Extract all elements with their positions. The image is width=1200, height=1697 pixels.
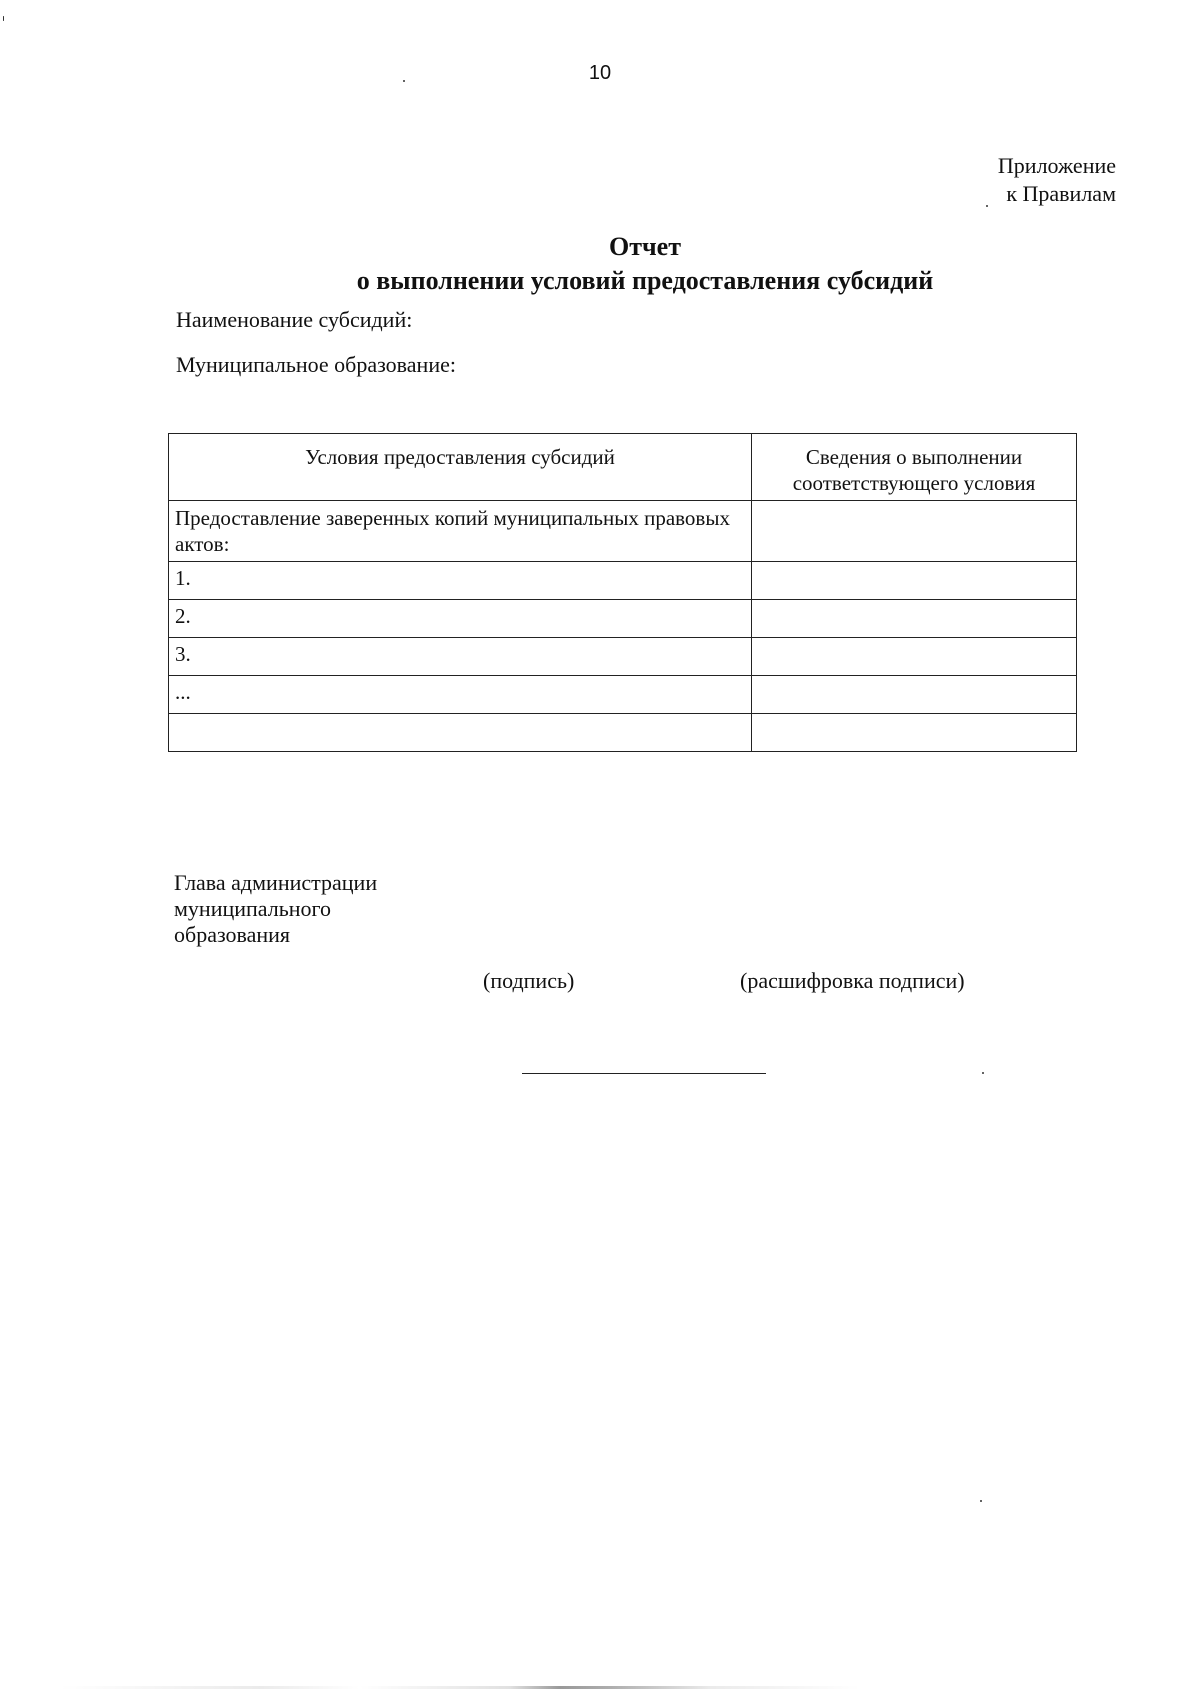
appendix-line-2: к Правилам bbox=[1006, 181, 1116, 206]
fulfillment-cell[interactable] bbox=[752, 600, 1077, 638]
scan-speck bbox=[980, 1500, 982, 1502]
fulfillment-cell[interactable] bbox=[752, 638, 1077, 676]
appendix-note bbox=[998, 152, 1116, 208]
title-line-2: о выполнении условий предоставления субсидий bbox=[356, 266, 934, 295]
header-fulfillment: Сведения о выполнении соответствующего условия bbox=[752, 434, 1077, 501]
table-row bbox=[169, 638, 1077, 676]
scan-speck bbox=[403, 80, 405, 82]
conditions-table bbox=[168, 433, 1077, 752]
role-line-1: Глава администрации bbox=[174, 870, 378, 895]
table-header-row bbox=[169, 434, 1077, 501]
signatory-role bbox=[174, 870, 377, 948]
condition-cell: ... bbox=[169, 676, 752, 714]
condition-cell: 2. bbox=[169, 600, 752, 638]
title-line-1: Отчет bbox=[609, 232, 681, 261]
fulfillment-cell[interactable] bbox=[752, 562, 1077, 600]
table-row bbox=[169, 562, 1077, 600]
scan-speck bbox=[982, 1072, 984, 1074]
scan-speck bbox=[3, 16, 4, 21]
signature-decode-label: (расшифровка подписи) bbox=[740, 968, 965, 993]
condition-cell bbox=[169, 714, 752, 752]
table-row bbox=[169, 676, 1077, 714]
role-line-2: муниципального bbox=[174, 896, 332, 921]
scan-speck bbox=[986, 205, 988, 207]
document-title bbox=[0, 230, 1200, 298]
municipality-label: Муниципальное образование: bbox=[176, 352, 456, 377]
header-conditions: Условия предоставления субсидий bbox=[169, 434, 752, 501]
subsidy-name-label: Наименование субсидий: bbox=[176, 307, 413, 332]
table-row bbox=[169, 600, 1077, 638]
appendix-line-1: Приложение bbox=[997, 153, 1116, 178]
fulfillment-cell[interactable] bbox=[752, 501, 1077, 562]
condition-cell: Предоставление заверенных копий муниципальных правовых актов: bbox=[169, 501, 752, 562]
condition-cell: 1. bbox=[169, 562, 752, 600]
page-number: 10 bbox=[588, 62, 612, 84]
role-line-3: образования bbox=[174, 922, 291, 947]
table-row bbox=[169, 714, 1077, 752]
end-divider-line bbox=[522, 1073, 766, 1074]
condition-cell: 3. bbox=[169, 638, 752, 676]
scan-edge-artifact bbox=[60, 1686, 1060, 1689]
table-row bbox=[169, 501, 1077, 562]
fulfillment-cell[interactable] bbox=[752, 714, 1077, 752]
fulfillment-cell[interactable] bbox=[752, 676, 1077, 714]
signature-label: (подпись) bbox=[483, 968, 575, 993]
